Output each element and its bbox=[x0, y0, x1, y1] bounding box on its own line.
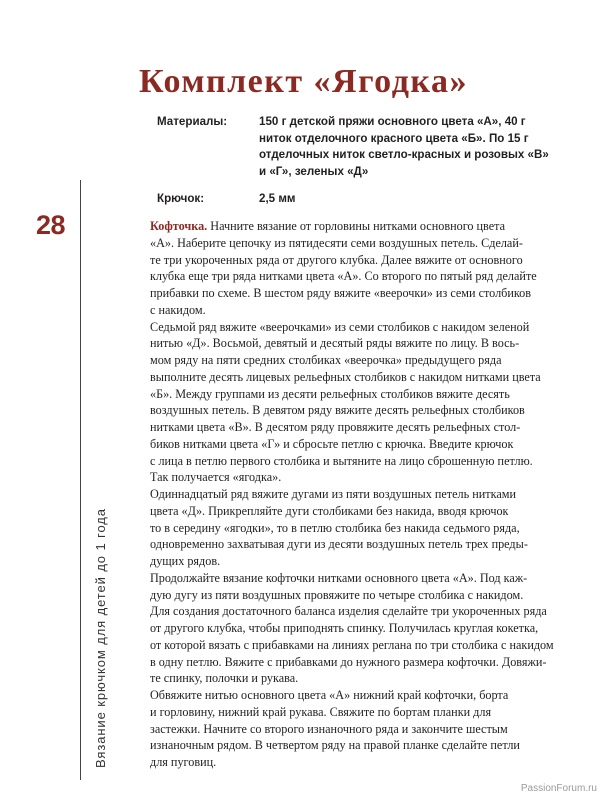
hook-value: 2,5 мм bbox=[259, 192, 296, 205]
materials-line: 150 г детской пряжи основного цвета «А», 40 г bbox=[259, 115, 526, 128]
materials-line: отделочных ниток светло-красных и розовых «В» bbox=[259, 148, 549, 162]
body-line: дую дугу из пяти воздушных провяжите по четыре столбика с накидом. bbox=[150, 587, 524, 602]
body-line: с лица в петлю первого столбика и вытяните на лицо сброшенную петлю. bbox=[150, 453, 533, 468]
materials-value bbox=[259, 114, 589, 180]
body-line: и горловину, нижний край рукава. Свяжите по бортам планки для bbox=[150, 704, 492, 719]
watermark: PassionForum.ru bbox=[520, 783, 597, 794]
page-number: 28 bbox=[36, 210, 66, 240]
section-lead: Кофточка. bbox=[150, 219, 208, 233]
body-line: для пуговиц. bbox=[150, 755, 217, 769]
materials-line: ниток отделочного красного цвета «Б». По 15 г bbox=[259, 131, 529, 145]
body-line: Для создания достаточного баланса изделия сделайте три укороченных ряда bbox=[150, 604, 547, 619]
body-line: Обвяжите нитью основного цвета «А» нижний край кофточки, борта bbox=[150, 688, 509, 702]
hook-label: Крючок: bbox=[157, 192, 205, 205]
body-line: застежки. Начните со второго изнаночного ряда и закончите шестым bbox=[150, 721, 508, 736]
body-line: воздушных петель. В девятом ряду вяжите десять рельефных столбиков bbox=[150, 403, 525, 418]
body-line: от другого клубка, чтобы приподнять спинку. Получилась круглая кокетка, bbox=[150, 621, 539, 635]
body-line: Седьмой ряд вяжите «веерочками» из семи столбиков с накидом зеленой bbox=[150, 319, 530, 334]
body-line-rest: Начните вязание от горловины нитками основного цвета bbox=[207, 219, 506, 233]
body-line: цвета «Д». Прикрепляйте дуги столбиками без накида, вводя крючок bbox=[150, 503, 509, 518]
body-line: прибавки по схеме. В шестом ряду вяжите «веерочки» из семи столбиков bbox=[150, 286, 532, 300]
side-running-title: Вязание крючком для детей до 1 года bbox=[93, 508, 108, 768]
body-line: нитью «Д». Восьмой, девятый и десятый ряды вяжите по лицу. В вось- bbox=[150, 336, 520, 351]
body-line: изнаночным рядом. В четвертом ряду на правой планке сделайте петли bbox=[150, 738, 520, 753]
body-line: «Б». Между группами из десяти рельефных столбиков вяжите десять bbox=[150, 386, 510, 401]
body-line: биков нитками цвета «Г» и сбросьте петлю с крючка. Введите крючок bbox=[150, 436, 514, 451]
body-line: дущих рядов. bbox=[150, 554, 221, 568]
body-line: клубка еще три ряда нитками цвета «А». Со второго по пятый ряд делайте bbox=[150, 269, 537, 284]
body-line: те три укороченных ряда от другого клубка. Далее вяжите от основного bbox=[150, 252, 523, 267]
body-line: Продолжайте вязание кофточки нитками основного цвета «А». Под каж- bbox=[150, 570, 528, 585]
page-title: Комплект «Ягодка» bbox=[139, 63, 468, 100]
side-divider bbox=[80, 180, 81, 780]
body-line: одновременно захватывая дуги из десяти воздушных петель трех преды- bbox=[150, 537, 528, 552]
body-line: от которой вязать с прибавками на линиях реглана по три столбика с накидом bbox=[150, 637, 554, 652]
body-line: с накидом. bbox=[150, 302, 206, 317]
body-line: в одну петлю. Вяжите с прибавками до нужного размера кофточки. Довяжи- bbox=[150, 654, 547, 669]
body-line: мом ряду на пяти средних столбиках «веерочка» предыдущего ряда bbox=[150, 353, 502, 367]
body-line: то в середину «ягодки», то в петлю столбика без накида седьмого ряда, bbox=[150, 520, 520, 535]
body-line: «А». Наберите цепочку из пятидесяти семи воздушных петель. Сделай- bbox=[150, 235, 523, 250]
body-line bbox=[150, 218, 560, 235]
body-line: Одиннадцатый ряд вяжите дугами из пяти воздушных петель нитками bbox=[150, 487, 516, 501]
body-line: Так получается «ягодка». bbox=[150, 470, 282, 485]
materials-label: Материалы: bbox=[157, 115, 228, 128]
body-line: выполните десять лицевых рельефных столбиков с накидом нитками цвета bbox=[150, 369, 541, 384]
body-text bbox=[150, 218, 560, 771]
materials-line: и «Г», зеленых «Д» bbox=[259, 164, 369, 178]
body-line: нитками цвета «В». В десятом ряду провяжите десять рельефных стол- bbox=[150, 420, 521, 434]
body-line: те спинку, полочки и рукава. bbox=[150, 671, 299, 686]
